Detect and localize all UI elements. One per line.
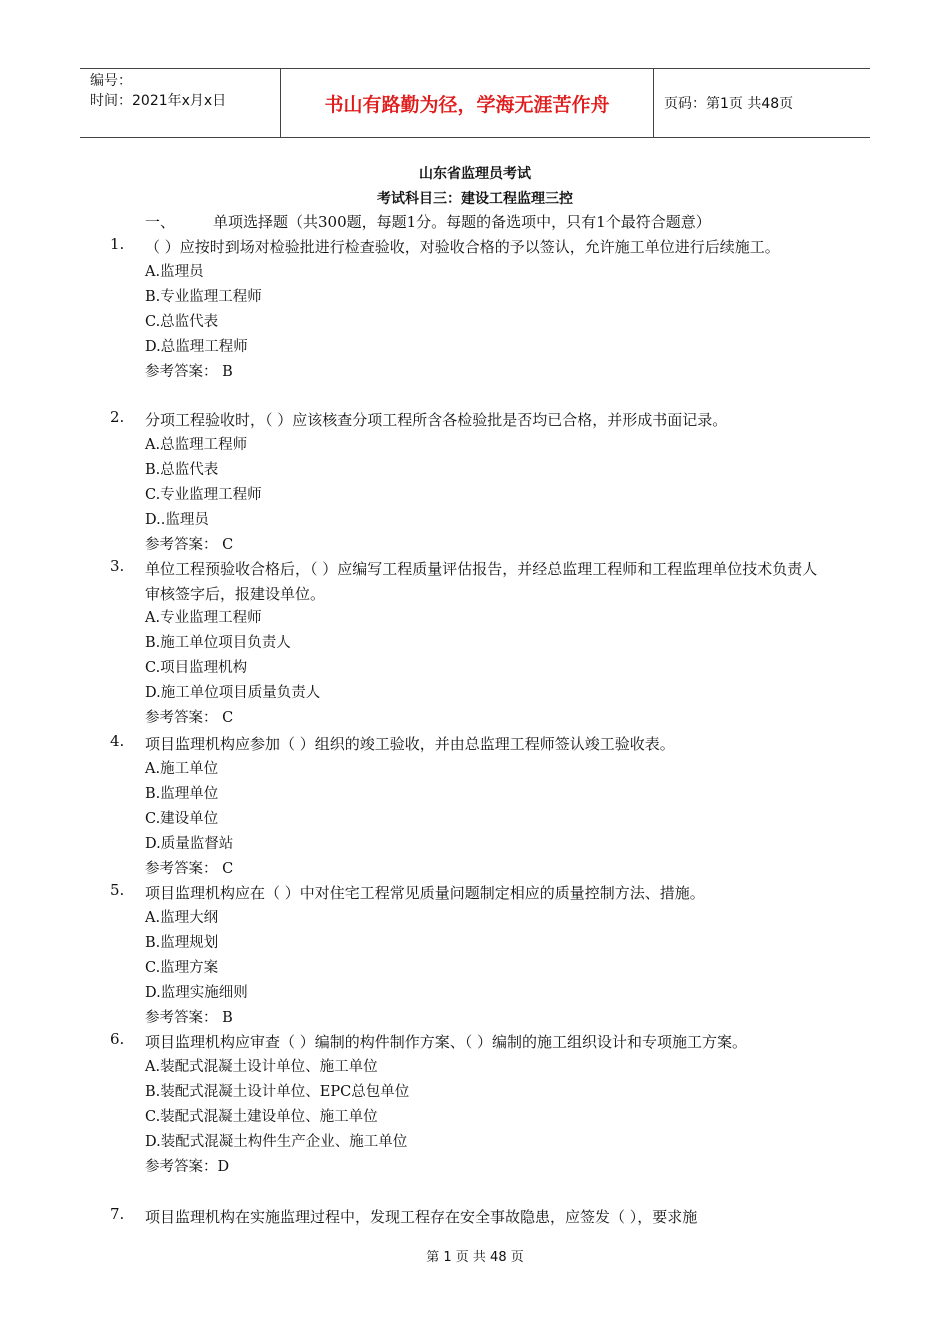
question-number: 6. [110,1030,125,1048]
header-left-cell [80,69,280,137]
option-a: A.监理员 [145,263,204,280]
option-a: A.总监理工程师 [145,436,248,453]
question-text: 项目监理机构应在（ ）中对住宅工程常见质量问题制定相应的质量控制方法、措施。 [145,884,705,902]
question-item [110,881,820,1031]
question-item [110,557,820,731]
header-motto: 书山有路勤为径，学海无涯苦作舟 [280,69,654,137]
question-number: 4. [110,732,125,750]
option-d: D..监理员 [145,511,209,528]
question-item [110,1205,820,1230]
option-d: D.总监理工程师 [145,338,248,355]
option-b: B.监理单位 [145,785,219,802]
question-number: 7. [110,1205,125,1223]
option-c: C.建设单位 [145,810,219,827]
option-d: D.监理实施细则 [145,984,248,1001]
option-c: C.专业监理工程师 [145,486,262,503]
answer: 参考答案： C [145,710,234,726]
answer: 参考答案：D [145,1158,230,1175]
time-label: 时间：2021年x月x日 [90,93,227,109]
page-footer: 第 1 页 共 48 页 [426,1250,524,1265]
question-text: （ ）应按时到场对检验批进行检查验收，对验收合格的予以签认，允许施工单位进行后续施工。 [145,238,780,256]
option-b: B.总监代表 [145,461,219,478]
option-c: C.监理方案 [145,959,219,976]
question-item [110,235,820,385]
option-b: B.专业监理工程师 [145,288,262,305]
option-d: D.施工单位项目质量负责人 [145,685,321,701]
option-a: A.专业监理工程师 [145,610,262,626]
question-text: 分项工程验收时，（ ）应该核查分项工程所含各检验批是否均已合格，并形成书面记录。 [145,411,728,429]
question-text: 项目监理机构应审查（ ）编制的构件制作方案、（ ）编制的施工组织设计和专项施工方案。 [145,1033,748,1051]
section-number: 一、 [145,213,176,231]
question-text: 单位工程预验收合格后，（ ）应编写工程质量评估报告，并经总监理工程师和工程监理单位技术负责人审核签字后，报建设单位。 [145,560,818,603]
section-text: 单项选择题（共300题，每题1分。每题的备选项中，只有1个最符合题意） [213,213,711,231]
answer: 参考答案： B [145,363,233,380]
document-title: 山东省监理员考试 [419,166,531,182]
question-item [110,1030,820,1180]
document-subtitle: 考试科目三：建设工程监理三控 [377,191,573,207]
answer: 参考答案： B [145,1009,233,1026]
option-d: D.质量监督站 [145,835,234,852]
question-item [110,732,820,882]
option-a: A.施工单位 [145,760,219,777]
section-heading [145,211,711,232]
question-number: 5. [110,881,125,899]
answer: 参考答案： C [145,860,234,877]
option-b: B.监理规划 [145,934,219,951]
option-a: A.装配式混凝土设计单位、施工单位 [145,1058,378,1075]
option-a: A.监理大纲 [145,909,219,926]
document-header [80,68,870,138]
answer: 参考答案： C [145,536,234,553]
header-page-info: 页码：第1页 共48页 [664,96,794,112]
question-item [110,408,820,558]
question-number: 3. [110,557,125,575]
question-number: 1. [110,235,125,253]
question-text: 项目监理机构在实施监理过程中，发现工程存在安全事故隐患，应签发（ ），要求施 [145,1208,698,1226]
question-text: 项目监理机构应参加（ ）组织的竣工验收，并由总监理工程师签认竣工验收表。 [145,735,675,753]
option-b: B.施工单位项目负责人 [145,635,291,651]
number-label: 编号： [90,73,132,89]
option-c: C.项目监理机构 [145,660,248,676]
option-b: B.装配式混凝土设计单位、EPC总包单位 [145,1083,410,1100]
option-c: C.总监代表 [145,313,219,330]
option-d: D.装配式混凝土构件生产企业、施工单位 [145,1133,408,1150]
option-c: C.装配式混凝土建设单位、施工单位 [145,1108,378,1125]
question-number: 2. [110,408,125,426]
